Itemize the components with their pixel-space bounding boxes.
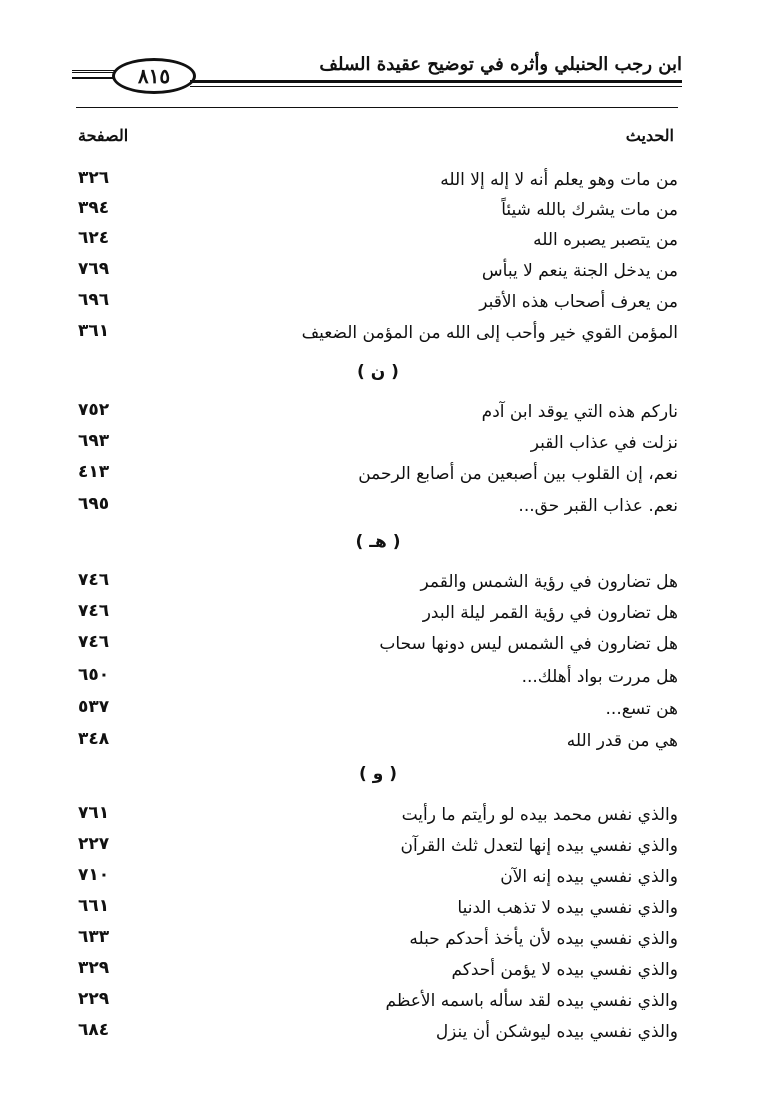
index-row [78, 898, 678, 928]
index-row [78, 464, 678, 494]
index-row [78, 960, 678, 990]
page-reference: ٣٩٤ [78, 198, 110, 218]
hadith-text: نعم. عذاب القبر حق... [518, 496, 678, 516]
index-row [78, 496, 678, 526]
page-reference: ٦٥٠ [78, 665, 110, 685]
header-rule [190, 80, 682, 83]
index-row [78, 230, 678, 260]
page-reference: ٧٤٦ [78, 601, 110, 621]
page-reference: ٢٢٧ [78, 834, 110, 854]
page-column-heading: الصفحة [78, 126, 129, 145]
hadith-text: هن تسع... [605, 699, 678, 719]
hadith-text: هل تضارون في الشمس ليس دونها سحاب [379, 634, 678, 654]
index-row [78, 867, 678, 897]
page-reference: ٦٣٣ [78, 927, 110, 947]
page-reference: ٦٩٦ [78, 290, 110, 310]
section-letter-heading: ( و ) [359, 764, 397, 784]
page-reference: ٦٢٤ [78, 228, 110, 248]
hadith-text: والذي نفسي بيده إنها لتعدل ثلث القرآن [400, 836, 678, 856]
page-reference: ٢٢٩ [78, 989, 110, 1009]
index-row [78, 433, 678, 463]
hadith-text: والذي نفسي بيده لا تذهب الدنيا [457, 898, 678, 918]
hadith-text: من مات يشرك بالله شيئاً [501, 200, 678, 220]
page-reference: ٧٥٢ [78, 400, 110, 420]
page-reference: ٤١٣ [78, 462, 110, 482]
page-header [72, 46, 682, 104]
section-letter-heading: ( ن ) [357, 362, 399, 382]
index-row [78, 261, 678, 291]
index-row [78, 603, 678, 633]
hadith-text: ناركم هذه التي يوقد ابن آدم [481, 402, 678, 422]
page-reference: ٦٨٤ [78, 1020, 110, 1040]
hadith-text: نعم، إن القلوب بين أصبعين من أصابع الرحمن [358, 464, 678, 484]
index-row [78, 699, 678, 729]
index-row [78, 1022, 678, 1052]
hadith-text: والذي نفسي بيده لقد سأله باسمه الأعظم [385, 991, 678, 1011]
index-row [78, 323, 678, 353]
hadith-text: هل تضارون في رؤية الشمس والقمر [420, 572, 678, 592]
hadith-text: من يتصبر يصبره الله [533, 230, 678, 250]
page-reference: ٣٦١ [78, 321, 110, 341]
header-divider [76, 107, 678, 108]
index-row [78, 634, 678, 664]
header-rule [72, 77, 116, 79]
page-reference: ٣٤٨ [78, 729, 110, 749]
index-row [78, 731, 678, 761]
page-reference: ٦٦١ [78, 896, 110, 916]
hadith-column-heading: الحديث [625, 126, 674, 145]
page-reference: ٧٤٦ [78, 632, 110, 652]
index-row [78, 991, 678, 1021]
page-reference: ٧٦٩ [78, 259, 110, 279]
page-reference: ٥٣٧ [78, 697, 110, 717]
hadith-text: من مات وهو يعلم أنه لا إله إلا الله [440, 170, 678, 190]
header-rule [190, 86, 682, 87]
book-title: ابن رجب الحنبلي وأثره في توضيح عقيدة السلف [319, 54, 682, 75]
index-row [78, 292, 678, 322]
hadith-text: هي من قدر الله [566, 731, 678, 751]
index-row [78, 667, 678, 697]
page-reference: ٧٦١ [78, 803, 110, 823]
index-row [78, 572, 678, 602]
index-row [78, 805, 678, 835]
page-reference: ٦٩٣ [78, 431, 110, 451]
header-rule [72, 70, 116, 73]
index-row [78, 200, 678, 230]
hadith-text: والذي نفسي بيده إنه الآن [500, 867, 678, 887]
hadith-text: نزلت في عذاب القبر [530, 433, 678, 453]
index-row [78, 836, 678, 866]
index-row [78, 170, 678, 200]
page-reference: ٦٩٥ [78, 494, 110, 514]
hadith-text: هل تضارون في رؤية القمر ليلة البدر [422, 603, 678, 623]
page-reference: ٧٤٦ [78, 570, 110, 590]
index-row [78, 929, 678, 959]
page-number-badge: ٨١٥ [112, 58, 196, 94]
page-reference: ٣٢٩ [78, 958, 110, 978]
page-reference: ٧١٠ [78, 865, 110, 885]
hadith-text: والذي نفسي بيده ليوشكن أن ينزل [435, 1022, 678, 1042]
section-letter-heading: ( هـ ) [355, 532, 401, 552]
index-row [78, 402, 678, 432]
hadith-text: والذي نفسي بيده لا يؤمن أحدكم [451, 960, 678, 980]
hadith-text: هل مررت بواد أهلك... [521, 667, 678, 687]
hadith-text: والذي نفس محمد بيده لو رأيتم ما رأيت [401, 805, 678, 825]
hadith-text: من يعرف أصحاب هذه الأقبر [479, 292, 678, 312]
page-reference: ٣٢٦ [78, 168, 110, 188]
hadith-text: من يدخل الجنة ينعم لا يبأس [481, 261, 678, 281]
hadith-text: المؤمن القوي خير وأحب إلى الله من المؤمن الضعيف [301, 323, 678, 343]
hadith-text: والذي نفسي بيده لأن يأخذ أحدكم حبله [409, 929, 678, 949]
